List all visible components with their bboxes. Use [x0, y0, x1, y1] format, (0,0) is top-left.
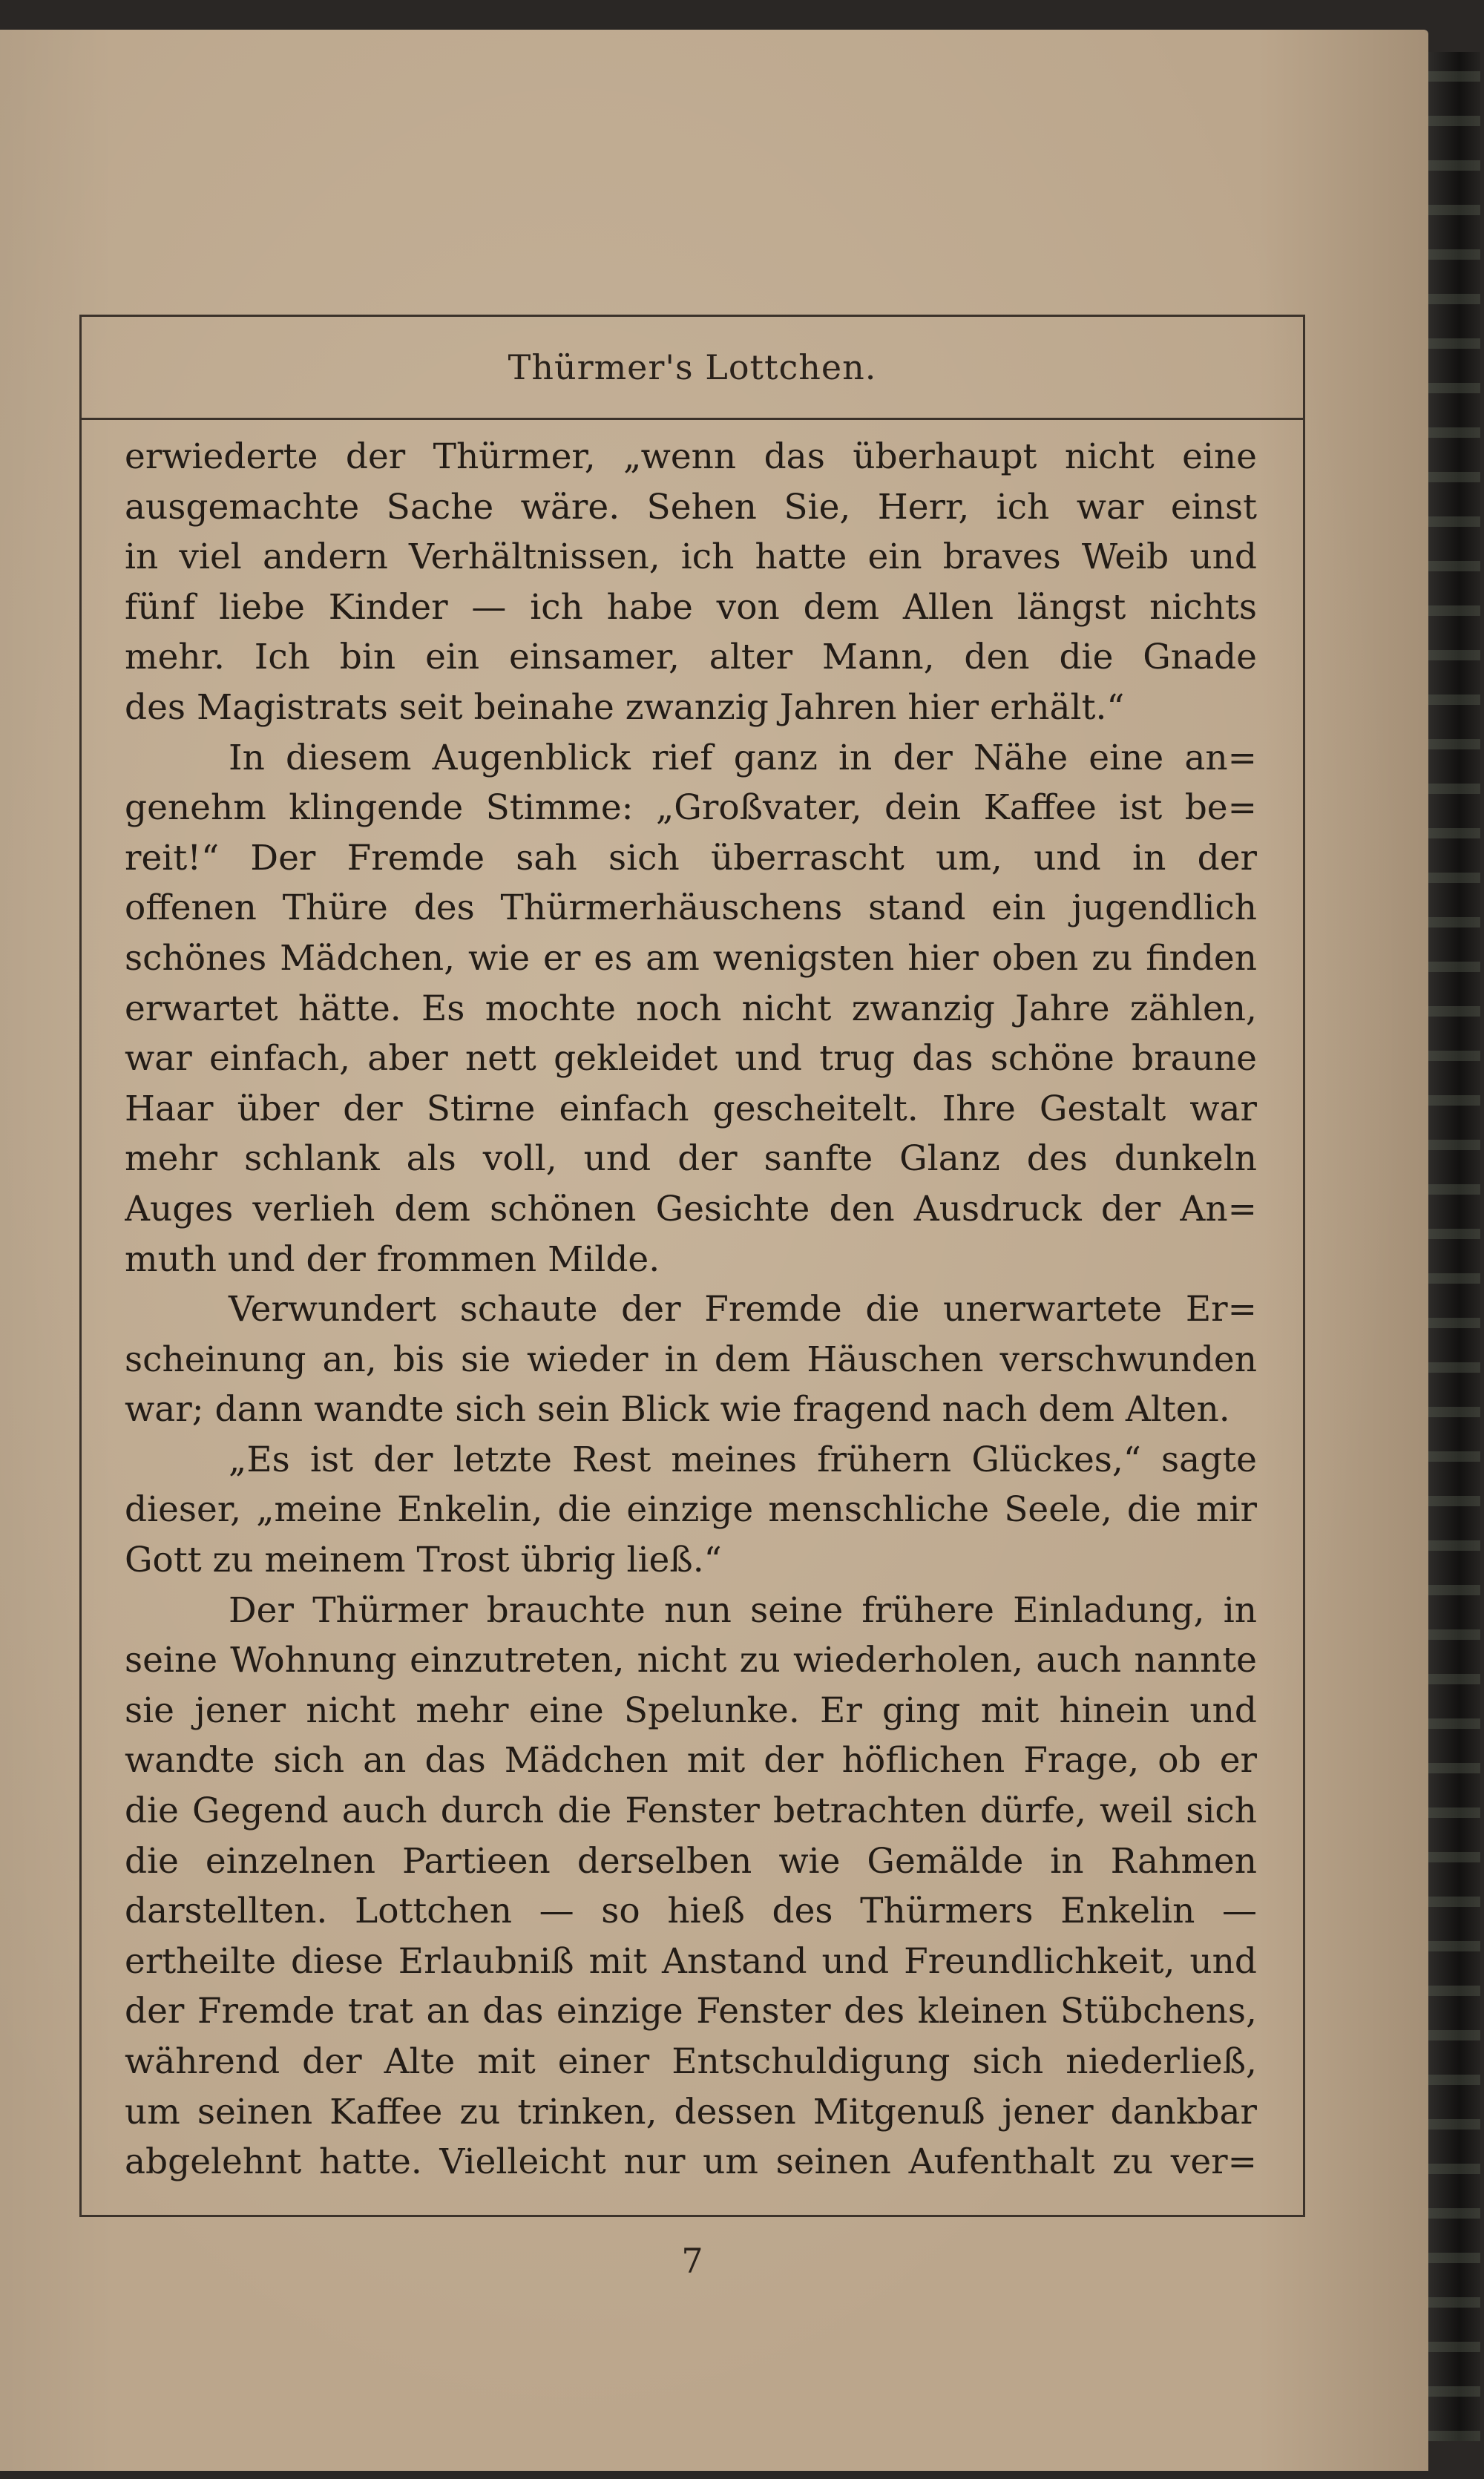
- text-line: mehr. Ich bin ein einsamer, alter Mann, den die Gnade: [125, 637, 1257, 678]
- text-line: erwiederte der Thürmer, „wenn das überhaupt nicht eine: [125, 436, 1257, 477]
- text-line: schönes Mädchen, wie er es am wenigsten hier oben zu finden: [125, 937, 1257, 979]
- text-line: war; dann wandte sich sein Blick wie fragend nach dem Alten.: [125, 1389, 1230, 1431]
- text-line: abgelehnt hatte. Vielleicht nur um seinen Aufenthalt zu ver=: [125, 2141, 1257, 2183]
- text-line: erwartet hätte. Es mochte noch nicht zwanzig Jahre zählen,: [125, 988, 1257, 1029]
- text-line: offenen Thüre des Thürmerhäuschens stand ein jugendlich: [125, 887, 1257, 929]
- text-line: reit!“ Der Fremde sah sich überrascht um, und in der: [125, 837, 1257, 879]
- text-line: „Es ist der letzte Rest meines frühern Glückes,“ sagte: [229, 1439, 1257, 1480]
- text-line: In diesem Augenblick rief ganz in der Nähe eine an=: [229, 737, 1257, 778]
- text-line: seine Wohnung einzutreten, nicht zu wiederholen, auch nannte: [125, 1640, 1257, 1681]
- text-line: des Magistrats seit beinahe zwanzig Jahren hier erhält.“: [125, 686, 1125, 728]
- body-text: [125, 432, 1257, 2187]
- text-line: die einzelnen Partieen derselben wie Gemälde in Rahmen: [125, 1840, 1257, 1882]
- text-line: muth und der frommen Milde.: [125, 1238, 660, 1280]
- text-line: Gott zu meinem Trost übrig ließ.“: [125, 1540, 722, 1581]
- running-head: Thürmer's Lottchen.: [508, 347, 877, 387]
- text-line: der Fremde trat an das einzige Fenster des kleinen Stübchens,: [125, 1991, 1257, 2032]
- text-line: um seinen Kaffee zu trinken, dessen Mitgenuß jener dankbar: [125, 2091, 1257, 2132]
- text-line: während der Alte mit einer Entschuldigung sich niederließ,: [125, 2041, 1257, 2082]
- text-line: genehm klingende Stimme: „Großvater, dein Kaffee ist be=: [125, 787, 1257, 829]
- text-line: ausgemachte Sache wäre. Sehen Sie, Herr, ich war einst: [125, 486, 1257, 528]
- text-line: Haar über der Stirne einfach gescheitelt. Ihre Gestalt war: [125, 1088, 1257, 1129]
- text-line: fünf liebe Kinder — ich habe von dem Allen längst nichts: [125, 586, 1257, 628]
- text-line: darstellten. Lottchen — so hieß des Thürmers Enkelin —: [125, 1891, 1257, 1932]
- text-line: in viel andern Verhältnissen, ich hatte ein braves Weib und: [125, 536, 1257, 578]
- text-line: mehr schlank als voll, und der sanfte Glanz des dunkeln: [125, 1138, 1257, 1180]
- page-number: 7: [681, 2241, 703, 2281]
- text-line: ertheilte diese Erlaubniß mit Anstand und Freundlichkeit, und: [125, 1940, 1257, 1982]
- text-line: dieser, „meine Enkelin, die einzige menschliche Seele, die mir: [125, 1489, 1257, 1531]
- text-line: wandte sich an das Mädchen mit der höflichen Frage, ob er: [125, 1740, 1257, 1782]
- text-line: die Gegend auch durch die Fenster betrachten dürfe, weil sich: [125, 1790, 1257, 1832]
- header-rule: [79, 418, 1305, 420]
- text-line: Verwundert schaute der Fremde die unerwartete Er=: [229, 1289, 1257, 1330]
- text-line: war einfach, aber nett gekleidet und trug das schöne braune: [125, 1038, 1257, 1080]
- text-line: sie jener nicht mehr eine Spelunke. Er ging mit hinein und: [125, 1690, 1257, 1731]
- text-line: Auges verlieh dem schönen Gesichte den Ausdruck der An=: [125, 1188, 1257, 1229]
- text-line: Der Thürmer brauchte nun seine frühere Einladung, in: [229, 1589, 1257, 1631]
- text-line: scheinung an, bis sie wieder in dem Häuschen verschwunden: [125, 1339, 1257, 1380]
- book-binding: [1428, 52, 1480, 2441]
